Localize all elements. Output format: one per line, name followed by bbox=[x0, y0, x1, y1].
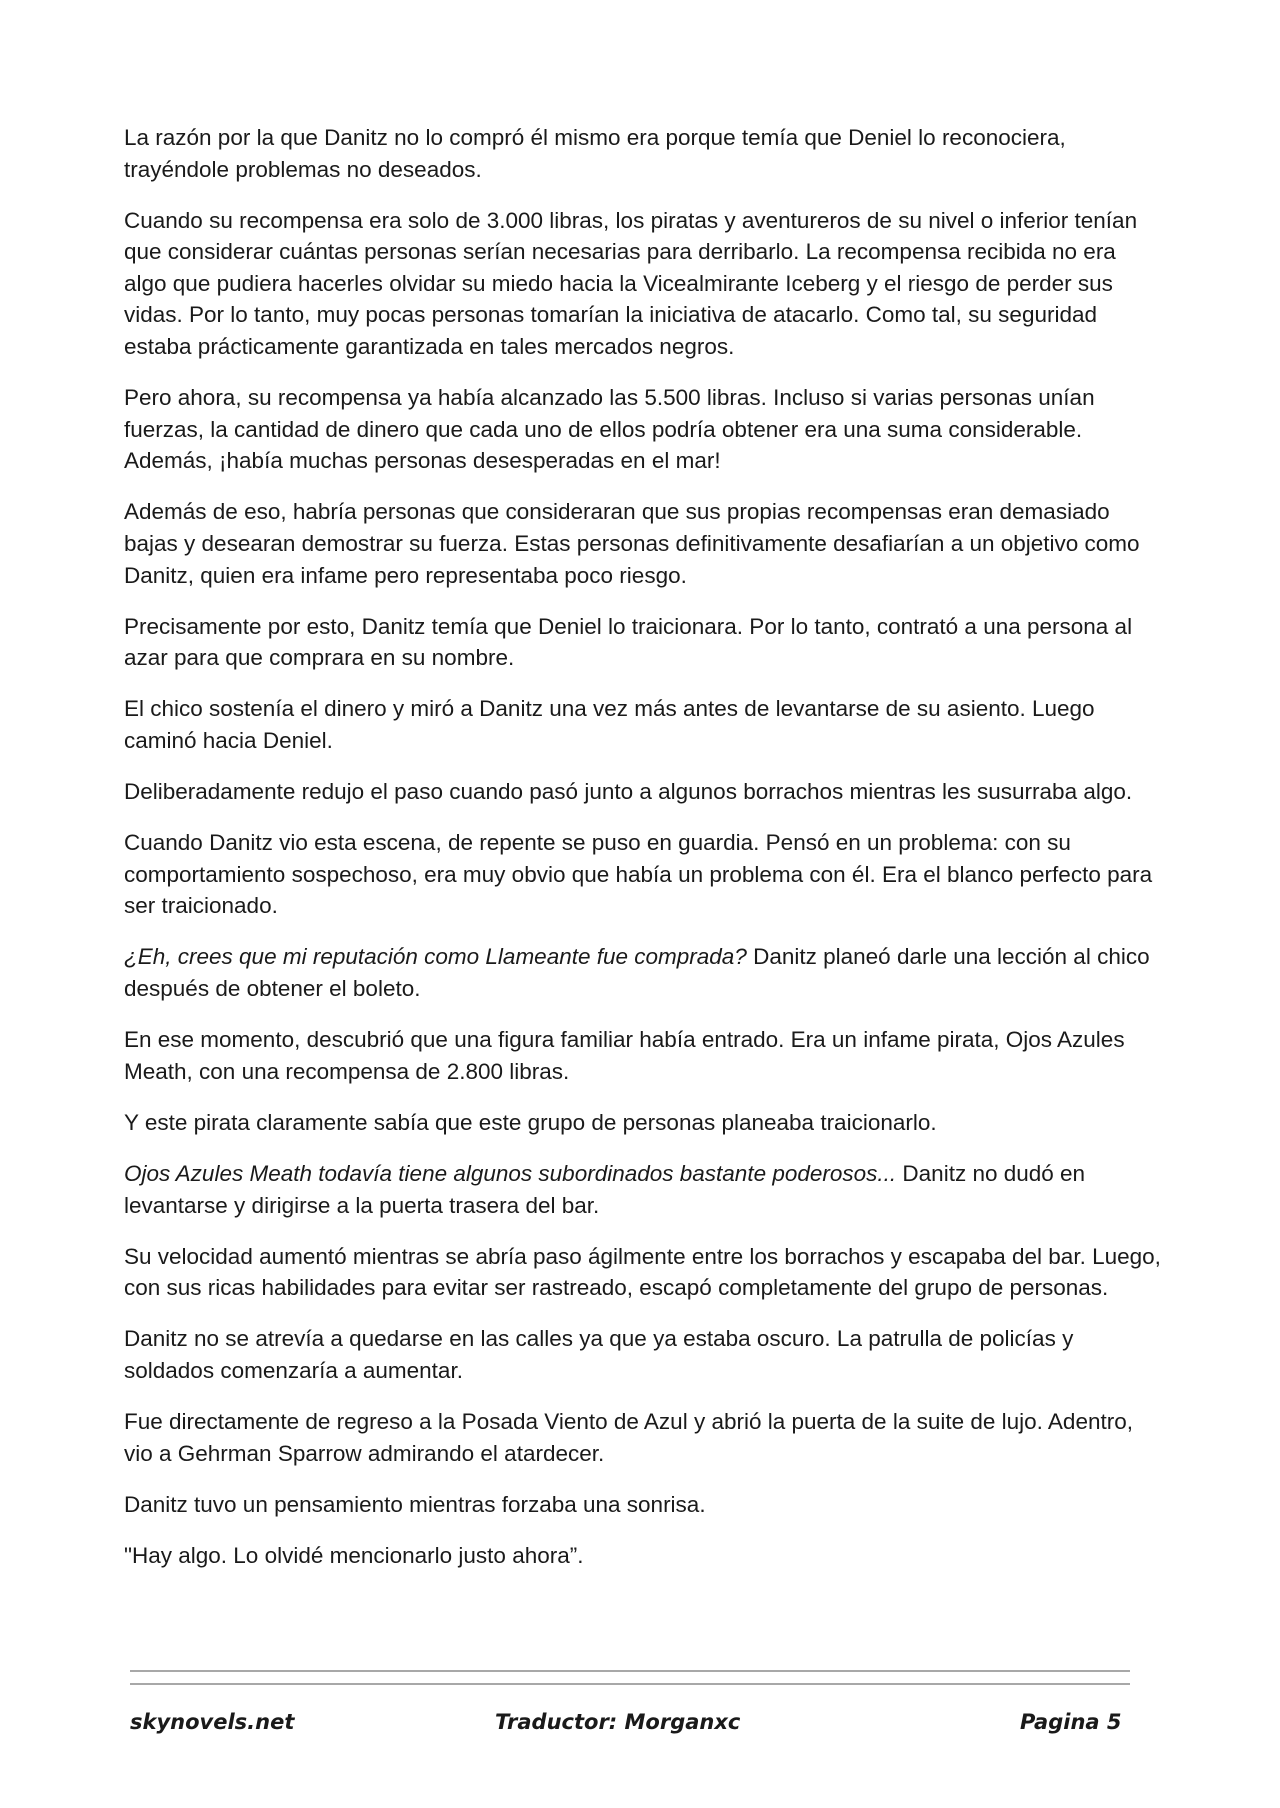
paragraph-12: Ojos Azules Meath todavía tiene algunos subordinados bastante poderosos... Danitz no dudó en levantarse y dirigirse a la puerta trasera del bar. bbox=[124, 1160, 1086, 1218]
paragraph-16: Danitz tuvo un pensamiento mientras forzaba una sonrisa. bbox=[124, 1491, 706, 1517]
paragraph-1: La razón por la que Danitz no lo compró él mismo era porque temía que Deniel lo reconociera, trayéndole problemas no deseados. bbox=[124, 125, 1066, 182]
paragraph-4: Además de eso, habría personas que consideraran que sus propias recompensas eran demasiado bajas y desearan demostrar su fuerza. Estas personas definitivamente desafiarían a un objetivo como Danitz, quien era infame pero representaba poco riesgo. bbox=[124, 499, 1140, 588]
footer-divider-top bbox=[130, 1670, 1130, 1672]
thought-italic: Ojos Azules Meath todavía tiene algunos subordinados bastante poderosos... bbox=[124, 1160, 897, 1186]
footer-translator: Traductor: Morganxc bbox=[495, 1710, 741, 1734]
paragraph-7: Deliberadamente redujo el paso cuando pasó junto a algunos borrachos mientras les susurraba algo. bbox=[124, 779, 1133, 805]
footer-divider-bottom bbox=[130, 1683, 1130, 1685]
footer-site: skynovels.net bbox=[130, 1710, 295, 1734]
paragraph-14: Danitz no se atrevía a quedarse en las calles ya que ya estaba oscuro. La patrulla de policías y soldados comenzaría a aumentar. bbox=[124, 1326, 1074, 1383]
paragraph-13: Su velocidad aumentó mientras se abría paso ágilmente entre los borrachos y escapaba del bar. Luego, con sus ricas habilidades para evitar ser rastreado, escapó completamente del grupo de personas. bbox=[124, 1243, 1161, 1301]
document-body bbox=[124, 122, 1164, 1591]
paragraph-11: Y este pirata claramente sabía que este grupo de personas planeaba traicionarlo. bbox=[124, 1109, 937, 1135]
thought-italic: ¿Eh, crees que mi reputación como Llameante fue comprada? bbox=[124, 944, 747, 970]
paragraph-9: ¿Eh, crees que mi reputación como Llameante fue comprada? Danitz planeó darle una lección al chico después de obtener el boleto. bbox=[124, 944, 1150, 1002]
paragraph-2: Cuando su recompensa era solo de 3.000 libras, los piratas y aventureros de su nivel o inferior tenían que considerar cuántas personas serían necesarias para derribarlo. La recompensa recibida no era algo que pudiera hacerles olvidar su miedo hacia la Vicealmirante Iceberg y el riesgo de perder sus vidas. Por lo tanto, muy pocas personas tomarían la iniciativa de atacarlo. Como tal, su seguridad estaba prácticamente garantizada en tales mercados negros. bbox=[124, 207, 1138, 360]
paragraph-3: Pero ahora, su recompensa ya había alcanzado las 5.500 libras. Incluso si varias personas unían fuerzas, la cantidad de dinero que cada uno de ellos podría obtener era una suma considerable. Además, ¡había muchas personas desesperadas en el mar! bbox=[124, 385, 1095, 474]
paragraph-6: El chico sostenía el dinero y miró a Danitz una vez más antes de levantarse de su asiento. Luego caminó hacia Deniel. bbox=[124, 696, 1095, 753]
paragraph-5: Precisamente por esto, Danitz temía que Deniel lo traicionara. Por lo tanto, contrató a una persona al azar para que comprara en su nombre. bbox=[124, 613, 1133, 671]
paragraph-17: "Hay algo. Lo olvidé mencionarlo justo ahora”. bbox=[124, 1542, 584, 1568]
paragraph-15: Fue directamente de regreso a la Posada Viento de Azul y abrió la puerta de la suite de lujo. Adentro, vio a Gehrman Sparrow admirando el atardecer. bbox=[124, 1409, 1133, 1466]
paragraph-10: En ese momento, descubrió que una figura familiar había entrado. Era un infame pirata, Ojos Azules Meath, con una recompensa de 2.800 libras. bbox=[124, 1027, 1125, 1084]
footer-page-number: Pagina 5 bbox=[1020, 1710, 1122, 1734]
paragraph-8: Cuando Danitz vio esta escena, de repente se puso en guardia. Pensó en un problema: con su comportamiento sospechoso, era muy obvio que había un problema con él. Era el blanco perfecto para ser traicionado. bbox=[124, 830, 1153, 919]
